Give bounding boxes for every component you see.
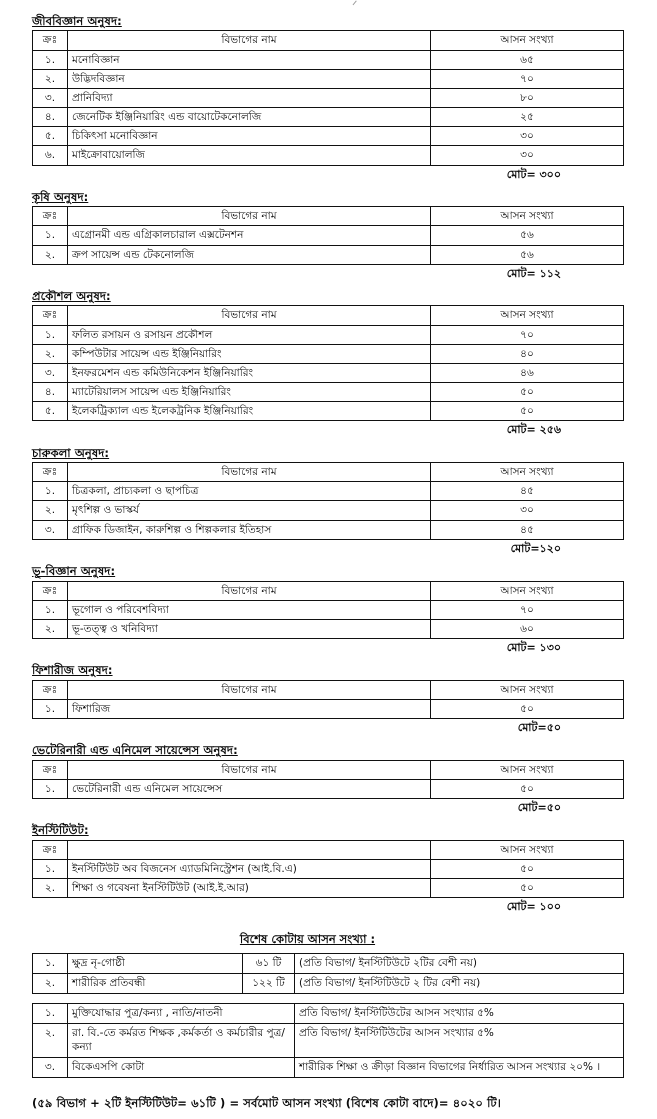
cell-serial: ৩. xyxy=(33,1057,68,1077)
cell-department-name: ফিশারিজ xyxy=(68,699,431,718)
faculty-title: প্রকৌশল অনুষদ: xyxy=(32,289,111,304)
faculty-total: মোট= ১০০ xyxy=(506,900,561,914)
faculty-title: ভেটেরিনারী এন্ড এনিমেল সায়েন্সেস অনুষদ: xyxy=(32,743,238,758)
cell-serial: ১. xyxy=(33,779,68,798)
table-row xyxy=(33,108,624,127)
cell-department-name: ভেটেরিনারী এন্ড এনিমেল সায়েন্সেস xyxy=(68,779,431,798)
table-row xyxy=(33,226,624,245)
faculty-block xyxy=(32,560,623,655)
table-row xyxy=(33,50,624,69)
cell-quota-name: রা. বি.-তে কর্মরত শিক্ষক ,কর্মকর্তা ও কর্মচারীর পুত্র/কন্যা xyxy=(68,1023,295,1057)
scan-artifact-mark: ᐟ xyxy=(352,0,358,14)
cell-seat-count: ৫৬ xyxy=(431,226,624,245)
table-row xyxy=(33,699,624,718)
column-header-serial: ক্রঃ xyxy=(33,463,68,482)
table-header-row xyxy=(33,306,624,325)
table-row xyxy=(33,779,624,798)
quota-row xyxy=(33,953,624,973)
cell-department-name: চিত্রকলা, প্রাচ্যকলা ও ছাপচিত্র xyxy=(68,482,431,501)
cell-serial: ১. xyxy=(33,226,68,245)
quota-row xyxy=(33,1023,624,1057)
cell-department-name: ভূগোল ও পরিবেশবিদ্যা xyxy=(68,600,431,619)
faculty-total: মোট= ১১২ xyxy=(506,266,561,280)
cell-seat-count: ৫৬ xyxy=(431,245,624,264)
table-row xyxy=(33,69,624,88)
cell-serial: ১. xyxy=(33,50,68,69)
table-header-row xyxy=(33,680,624,699)
cell-quota-name: মুক্তিযোদ্ধার পুত্র/কন্যা , নাতি/নাতনী xyxy=(68,1003,295,1023)
cell-seat-count: ৮০ xyxy=(431,88,624,107)
column-header-seats: আসন সংখ্যা xyxy=(431,680,624,699)
cell-department-name: মাইক্রোবায়োলজি xyxy=(68,146,431,165)
cell-department-name: চিকিৎসা মনোবিজ্ঞান xyxy=(68,127,431,146)
column-header-serial: ক্রঃ xyxy=(33,207,68,226)
cell-quota-name: বিকেএসপি কোটা xyxy=(68,1057,295,1077)
cell-serial: ১. xyxy=(33,953,68,973)
cell-serial: ২. xyxy=(33,619,68,638)
cell-serial: ২. xyxy=(33,973,68,993)
special-quota-table-a xyxy=(32,953,624,994)
table-row xyxy=(33,363,624,382)
cell-department-name: ক্রপ সায়েন্স এন্ড টেকনোলজি xyxy=(68,245,431,264)
faculty-seat-table xyxy=(32,581,624,640)
faculty-total: মোট= ১৩০ xyxy=(506,641,561,655)
cell-serial: ৬. xyxy=(33,146,68,165)
column-header-serial: ক্রঃ xyxy=(33,581,68,600)
column-header-department: বিভাগের নাম xyxy=(68,581,431,600)
column-header-serial: ক্রঃ xyxy=(33,306,68,325)
column-header-seats: আসন সংখ্যা xyxy=(431,306,624,325)
cell-quota-count: ১২২ টি xyxy=(243,973,295,993)
cell-serial: ১. xyxy=(33,1003,68,1023)
cell-quota-note: শারীরিক শিক্ষা ও ক্রীড়া বিজ্ঞান বিভাগের নির্ধারিত আসন সংখ্যার ২০% । xyxy=(295,1057,624,1077)
cell-quota-note: (প্রতি বিভাগ/ ইনস্টিটিউটে ২টির বেশী নয়) xyxy=(295,953,624,973)
quota-row xyxy=(33,1057,624,1077)
table-row xyxy=(33,520,624,539)
faculty-seat-table xyxy=(32,760,624,799)
table-row xyxy=(33,619,624,638)
column-header-seats: আসন সংখ্যা xyxy=(431,760,624,779)
cell-seat-count: ৪৫ xyxy=(431,482,624,501)
table-header-row xyxy=(33,207,624,226)
faculty-block xyxy=(32,659,623,735)
cell-quota-note: প্রতি বিভাগ/ ইনস্টিটিউটের আসন সংখ্যার ৫% xyxy=(295,1023,624,1057)
table-row xyxy=(33,383,624,402)
column-header-serial: ক্রঃ xyxy=(33,680,68,699)
cell-seat-count: ৪৫ xyxy=(431,520,624,539)
special-quota-table-b xyxy=(32,1003,624,1078)
cell-seat-count: ৬৫ xyxy=(431,50,624,69)
column-header-seats: আসন সংখ্যা xyxy=(431,31,624,50)
cell-seat-count: ৫০ xyxy=(431,383,624,402)
column-header-department: বিভাগের নাম xyxy=(68,463,431,482)
column-header-department: বিভাগের নাম xyxy=(68,680,431,699)
cell-seat-count: ৪৬ xyxy=(431,363,624,382)
cell-department-name: শিক্ষা ও গবেষনা ইনস্টিটিউট (আই.ই.আর) xyxy=(68,879,431,898)
cell-quota-note: প্রতি বিভাগ/ ইনস্টিটিউটের আসন সংখ্যার ৫% xyxy=(295,1003,624,1023)
cell-department-name: প্রানিবিদ্যা xyxy=(68,88,431,107)
table-header-row xyxy=(33,760,624,779)
cell-quota-count: ৬১ টি xyxy=(243,953,295,973)
column-header-department xyxy=(68,840,431,859)
cell-serial: ২. xyxy=(33,501,68,520)
cell-seat-count: ৪০ xyxy=(431,344,624,363)
column-header-department: বিভাগের নাম xyxy=(68,31,431,50)
table-row xyxy=(33,482,624,501)
cell-serial: ৩. xyxy=(33,363,68,382)
cell-department-name: মনোবিজ্ঞান xyxy=(68,50,431,69)
faculty-sections xyxy=(32,10,623,915)
cell-serial: ১. xyxy=(33,699,68,718)
cell-department-name: ইলেকট্রিক্যাল এন্ড ইলেকট্রনিক ইঞ্জিনিয়ারিং xyxy=(68,402,431,421)
cell-seat-count: ৩০ xyxy=(431,127,624,146)
faculty-title: জীববিজ্ঞান অনুষদ: xyxy=(32,14,122,28)
faculty-block xyxy=(32,819,623,914)
table-row xyxy=(33,879,624,898)
table-row xyxy=(33,344,624,363)
faculty-total: মোট=৫০ xyxy=(517,801,561,815)
cell-seat-count: ৫০ xyxy=(431,859,624,878)
column-header-department: বিভাগের নাম xyxy=(68,760,431,779)
faculty-total: মোট= ৩০০ xyxy=(506,167,561,181)
faculty-seat-table xyxy=(32,30,624,165)
faculty-title: ফিশারীজ অনুষদ: xyxy=(32,663,113,678)
column-header-serial: ক্রঃ xyxy=(33,760,68,779)
faculty-total: মোট= ২৫৬ xyxy=(506,423,561,437)
cell-seat-count: ৭০ xyxy=(431,69,624,88)
cell-serial: ১. xyxy=(33,859,68,878)
table-row xyxy=(33,402,624,421)
column-header-seats: আসন সংখ্যা xyxy=(431,207,624,226)
cell-department-name: ফলিত রসায়ন ও রসায়ন প্রকৌশল xyxy=(68,325,431,344)
cell-serial: ১. xyxy=(33,600,68,619)
cell-department-name: ভূ-তত্ত্ব ও খনিবিদ্যা xyxy=(68,619,431,638)
cell-serial: ২. xyxy=(33,1023,68,1057)
cell-seat-count: ৭০ xyxy=(431,600,624,619)
faculty-title: কৃষি অনুষদ: xyxy=(32,189,89,204)
column-header-seats: আসন সংখ্যা xyxy=(431,840,624,859)
faculty-title: ভূ-বিজ্ঞান অনুষদ: xyxy=(32,564,116,579)
table-header-row xyxy=(33,31,624,50)
faculty-seat-table xyxy=(32,305,624,421)
cell-seat-count: ৭০ xyxy=(431,325,624,344)
column-header-seats: আসন সংখ্যা xyxy=(431,463,624,482)
cell-department-name: উদ্ভিদবিজ্ঞান xyxy=(68,69,431,88)
cell-serial: ৩. xyxy=(33,88,68,107)
faculty-seat-table xyxy=(32,206,624,265)
cell-department-name: মৃৎশিল্প ও ভাস্কর্য xyxy=(68,501,431,520)
table-row xyxy=(33,146,624,165)
cell-seat-count: ৫০ xyxy=(431,779,624,798)
cell-seat-count: ৬০ xyxy=(431,619,624,638)
table-row xyxy=(33,600,624,619)
faculty-block xyxy=(32,285,623,438)
table-row xyxy=(33,127,624,146)
cell-serial: ২. xyxy=(33,245,68,264)
faculty-block xyxy=(32,186,623,281)
cell-serial: ৫. xyxy=(33,402,68,421)
faculty-title: চারুকলা অনুষদ: xyxy=(32,445,110,460)
table-header-row xyxy=(33,581,624,600)
cell-seat-count: ৫০ xyxy=(431,699,624,718)
faculty-block xyxy=(32,739,623,815)
special-quota-heading: বিশেষ কোটায় আসন সংখ্যা : xyxy=(239,931,376,946)
column-header-seats: আসন সংখ্যা xyxy=(431,581,624,600)
cell-department-name: জেনেটিক ইঞ্জিনিয়ারিং এন্ড বায়োটেকনোলজি xyxy=(68,108,431,127)
table-row xyxy=(33,859,624,878)
cell-serial: ১. xyxy=(33,482,68,501)
quota-row xyxy=(33,973,624,993)
table-row xyxy=(33,501,624,520)
cell-seat-count: ৫০ xyxy=(431,402,624,421)
cell-department-name: এগ্রোনমী এন্ড এগ্রিকালচারাল এক্সটেনশন xyxy=(68,226,431,245)
table-header-row xyxy=(33,463,624,482)
faculty-total: মোট=১২০ xyxy=(510,541,561,555)
cell-seat-count: ৩০ xyxy=(431,501,624,520)
cell-serial: ৩. xyxy=(33,520,68,539)
faculty-total: মোট=৫০ xyxy=(517,721,561,735)
faculty-title: ইনস্টিটিউট: xyxy=(32,823,89,838)
cell-serial: ১. xyxy=(33,325,68,344)
faculty-seat-table xyxy=(32,462,624,540)
faculty-block xyxy=(32,442,623,556)
table-row xyxy=(33,325,624,344)
cell-department-name: গ্রাফিক ডিজাইন, কারুশিল্প ও শিল্পকলার ইতিহাস xyxy=(68,520,431,539)
cell-seat-count: ৩০ xyxy=(431,146,624,165)
table-header-row xyxy=(33,840,624,859)
cell-quota-name: শারীরিক প্রতিবন্ধী xyxy=(68,973,243,993)
table-row xyxy=(33,88,624,107)
faculty-block xyxy=(32,10,623,182)
cell-department-name: ইনফরমেশন এন্ড কমিউনিকেশন ইঞ্জিনিয়ারিং xyxy=(68,363,431,382)
cell-department-name: কম্পিউটার সায়েন্স এন্ড ইঞ্জিনিয়ারিং xyxy=(68,344,431,363)
column-header-serial: ক্রঃ xyxy=(33,840,68,859)
column-header-department: বিভাগের নাম xyxy=(68,306,431,325)
cell-serial: ২. xyxy=(33,69,68,88)
quota-row xyxy=(33,1003,624,1023)
cell-quota-name: ক্ষুদ্র নৃ-গোষ্ঠী xyxy=(68,953,243,973)
cell-seat-count: ৫০ xyxy=(431,879,624,898)
column-header-serial: ক্রঃ xyxy=(33,31,68,50)
cell-seat-count: ২৫ xyxy=(431,108,624,127)
cell-serial: ৫. xyxy=(33,127,68,146)
cell-department-name: ম্যাটেরিয়ালস সায়েন্স এন্ড ইঞ্জিনিয়ারিং xyxy=(68,383,431,402)
faculty-seat-table xyxy=(32,680,624,719)
faculty-seat-table xyxy=(32,840,624,899)
cell-quota-note: (প্রতি বিভাগ/ ইনস্টিটিউটে ২ টির বেশী নয়) xyxy=(295,973,624,993)
grand-total-note: (৫৯ বিভাগ + ২টি ইনস্টিটিউট= ৬১টি ) = সর্বমোট আসন সংখ্যা (বিশেষ কোটা বাদে)= ৪০২০ টি। xyxy=(32,1095,501,1110)
cell-serial: ২. xyxy=(33,879,68,898)
cell-serial: ৪. xyxy=(33,108,68,127)
table-row xyxy=(33,245,624,264)
cell-serial: ৪. xyxy=(33,383,68,402)
cell-serial: ২. xyxy=(33,344,68,363)
column-header-department: বিভাগের নাম xyxy=(68,207,431,226)
cell-department-name: ইনস্টিটিউট অব বিজনেস এ্যাডমিনিস্ট্রেশন (আই.বি.এ) xyxy=(68,859,431,878)
